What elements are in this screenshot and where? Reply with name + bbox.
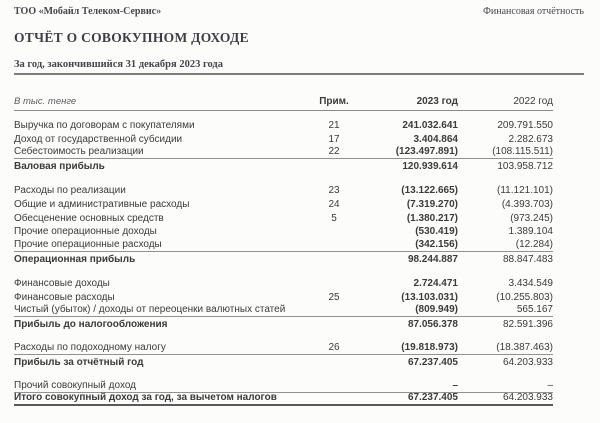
row-value-2022: 64.203.933 [502, 356, 553, 368]
row-value-2023: (123.497.891) [395, 146, 458, 158]
row-value-2023: 98.244.887 [407, 253, 458, 265]
row-value-2023: (13.103.031) [401, 291, 458, 303]
row-label: Чистый (убыток) / доходы от переоценки валютных статей [14, 304, 286, 316]
row-value-2023: (19.818.973) [401, 341, 458, 353]
row-value-2022: 209.791.550 [497, 119, 553, 131]
table-row [14, 197, 553, 211]
row-value-2022: 565.167 [516, 304, 553, 316]
row-value-2022: (108.115.511) [492, 146, 553, 158]
income-statement-table [14, 96, 553, 406]
row-value-2022: – [547, 379, 553, 391]
row-value-2022: (11.121.101) [497, 184, 553, 196]
row-label: Прибыль до налогообложения [14, 319, 168, 331]
row-label: Валовая прибыль [14, 161, 105, 173]
company-name: ТОО «Мобайл Телеком-Сервис» [14, 6, 162, 17]
table-header-row [14, 96, 553, 111]
row-label: Прочие операционные доходы [14, 226, 157, 238]
row-label: Финансовые доходы [14, 277, 110, 289]
row-value-2022: 3.434.549 [508, 277, 553, 289]
row-note: 22 [328, 146, 340, 158]
row-value-2022: 64.203.933 [502, 392, 553, 404]
table-row [14, 118, 553, 132]
row-label: Итого совокупный доход за год, за вычетом налогов [14, 392, 277, 404]
row-value-2022: (10.255.803) [496, 291, 553, 303]
row-value-2022: (973.245) [510, 212, 553, 224]
row-note: 21 [328, 119, 340, 131]
row-value-2023: 3.404.864 [413, 133, 458, 145]
table-row-gross-profit [14, 159, 553, 173]
row-label: Доход от государственной субсидии [14, 133, 183, 145]
column-header-2023: 2023 год [416, 96, 458, 107]
table-row [14, 304, 553, 318]
row-label: Финансовые расходы [14, 291, 115, 303]
row-value-2022: 1.389.104 [508, 226, 553, 238]
row-value-2023: (7.319.270) [406, 198, 458, 210]
document-type-label: Финансовая отчётность [482, 6, 584, 17]
table-row [14, 146, 553, 160]
table-row [14, 341, 553, 355]
row-value-2022: (12.284) [515, 239, 553, 251]
row-value-2023: (342.156) [415, 239, 458, 251]
table-row [14, 225, 553, 239]
page-title: ОТЧЁТ О СОВОКУПНОМ ДОХОДЕ [14, 30, 249, 45]
row-value-2022: (18.387.463) [496, 341, 553, 353]
row-value-2023: 67.237.405 [407, 392, 458, 404]
table-row-total-comprehensive-income [14, 393, 553, 407]
row-value-2022: 2.282.673 [508, 133, 553, 145]
section-spacer [14, 369, 553, 379]
row-value-2023: 87.056.378 [407, 319, 458, 331]
table-row [14, 238, 553, 252]
row-value-2023: (809.949) [415, 304, 458, 316]
row-value-2023: 2.724.471 [413, 277, 458, 289]
section-spacer [14, 266, 553, 276]
row-value-2023: 120.939.614 [402, 161, 458, 173]
column-header-2022: 2022 год [513, 96, 553, 107]
column-header-units: В тыс. тенге [14, 96, 77, 107]
row-label: Прочий совокупный доход [14, 379, 137, 391]
row-label: Расходы по подоходному налогу [14, 341, 166, 353]
row-note: 26 [328, 341, 340, 353]
row-note: 5 [331, 212, 337, 224]
row-value-2022: 88.847.483 [502, 253, 553, 265]
table-row [14, 211, 553, 225]
row-label: Расходы по реализации [14, 184, 126, 196]
table-row [14, 276, 553, 290]
section-spacer [14, 331, 553, 341]
table-row-operating-profit [14, 252, 553, 266]
row-value-2023: (1.380.217) [406, 212, 458, 224]
reporting-period-subtitle: За год, закончившийся 31 декабря 2023 года [14, 59, 584, 75]
row-note: 23 [328, 184, 340, 196]
row-value-2023: (13.122.665) [401, 184, 458, 196]
row-value-2023: 67.237.405 [407, 356, 458, 368]
row-note: 24 [328, 198, 340, 210]
section-spacer [14, 173, 553, 183]
row-value-2023: (530.419) [415, 226, 458, 238]
table-row-profit-for-year [14, 355, 553, 369]
row-value-2023: 241.032.641 [402, 119, 458, 131]
row-label: Обесценение основных средств [14, 212, 164, 224]
document-header [14, 6, 584, 17]
row-note: 25 [328, 291, 340, 303]
table-row-profit-before-tax [14, 317, 553, 331]
row-label: Операционная прибыль [14, 253, 136, 265]
row-label: Себестоимость реализации [14, 146, 144, 158]
row-value-2022: 82.591.396 [502, 319, 553, 331]
table-body [14, 111, 553, 406]
row-label: Общие и административные расходы [14, 198, 190, 210]
row-label: Выручка по договорам с покупателями [14, 119, 195, 131]
column-header-note: Прим. [319, 96, 349, 107]
row-value-2022: 103.958.712 [497, 161, 553, 173]
table-row [14, 132, 553, 146]
table-row [14, 183, 553, 197]
row-note: 17 [328, 133, 340, 145]
row-value-2023: – [452, 379, 458, 391]
row-label: Прибыль за отчётный год [14, 356, 144, 368]
row-label: Прочие операционные расходы [14, 239, 162, 251]
row-value-2022: (4.393.703) [501, 198, 553, 210]
table-row [14, 290, 553, 304]
